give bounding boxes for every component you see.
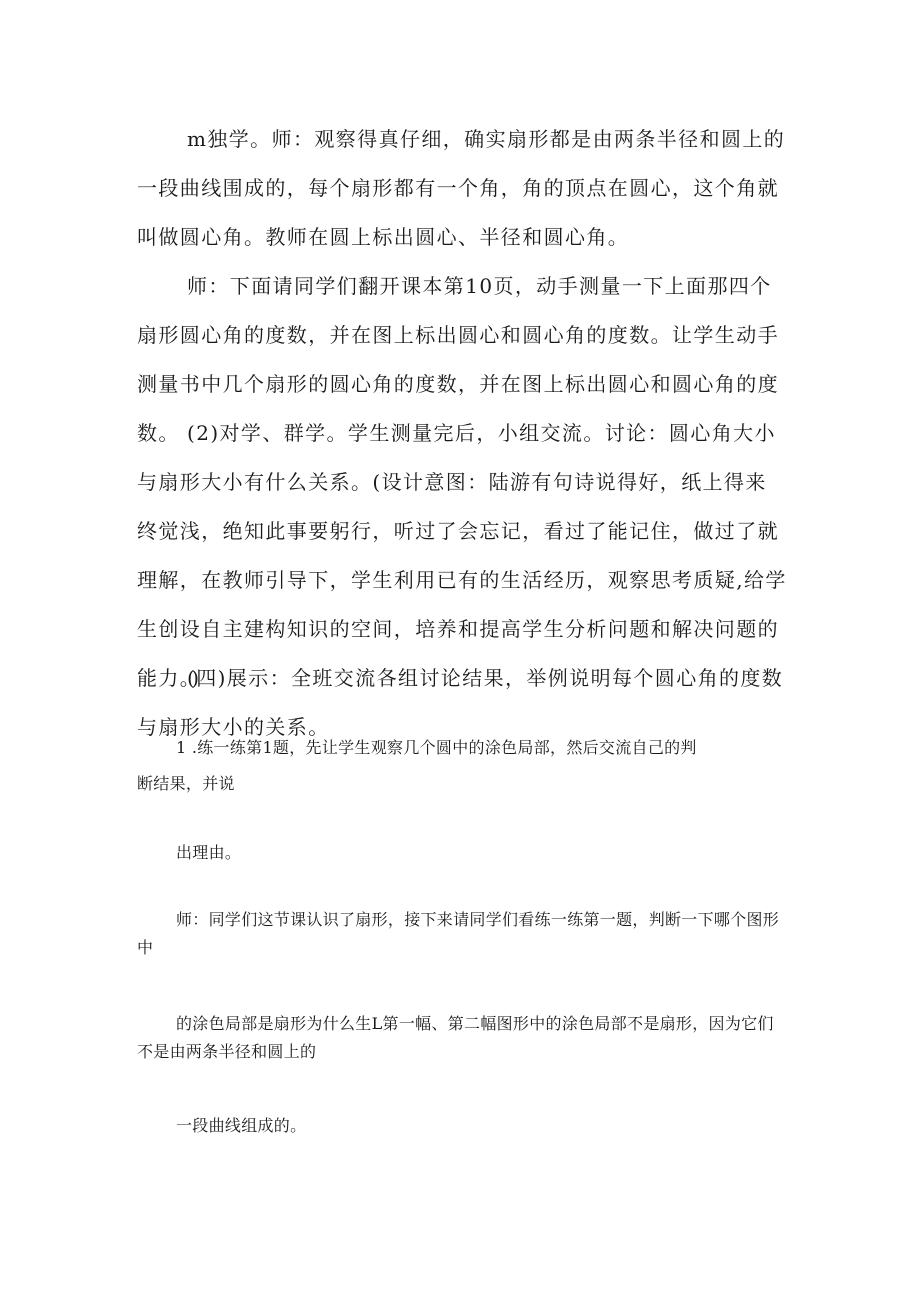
answer-ending: 一段曲线组成的。 bbox=[176, 1116, 307, 1135]
teacher-question: 师：同学们这节课认识了扇形，接下来请同学们看练一练第一题，判断一下哪个图形中 bbox=[137, 910, 780, 957]
exercise-line-3: 出理由。 bbox=[176, 843, 242, 862]
paragraph-group-discussion: (2)对学、群学。学生测量完后，小组交流。讨论：圆心角大小与扇形大小有什么关系。(设计意图：陆游有句诗说得好，纸上得来终觉浅，绝知此事要躬行，听过了会忘记，看过了能记住，做过了就理解，在教师引导下，学生利用已有的生活经历，观察思考质疑,给学生创设自主建构知识的空间，培养和提高学生分析问题和解决问题的能力。) bbox=[137, 421, 787, 690]
teacher-answer: 的涂色局部是扇形为什么生L第一幅、第二幅图形中的涂色局部不是扇形，因为它们不是由两条半径和圆上的 bbox=[137, 1014, 774, 1061]
exercise-line-2: 断结果，并说 bbox=[137, 774, 235, 793]
exercise-line-1: 1 .练一练第1题，先让学生观察几个圆中的涂色局部，然后交流自己的判 bbox=[176, 738, 697, 757]
paragraph-presentation: (四)展示：全班交流各组讨论结果，举例说明每个圆心角的度数与扇形大小的关系。 bbox=[137, 666, 784, 739]
paragraph-sector-definition: m独学。师：观察得真仔细，确实扇形都是由两条半径和圆上的一段曲线围成的，每个扇形都有一个角，角的顶点在圆心，这个角就叫做圆心角。教师在圆上标出圆心、半径和圆心角。 bbox=[137, 127, 786, 249]
paragraph-measure-angles: 师：下面请同学们翻开课本第10页，动手测量一下上面那四个扇形圆心角的度数，并在图上标出圆心和圆心角的度数。让学生动手测量书中几个扇形的圆心角的度数，并在图上标出圆心和圆心角的度数。 bbox=[137, 274, 779, 445]
